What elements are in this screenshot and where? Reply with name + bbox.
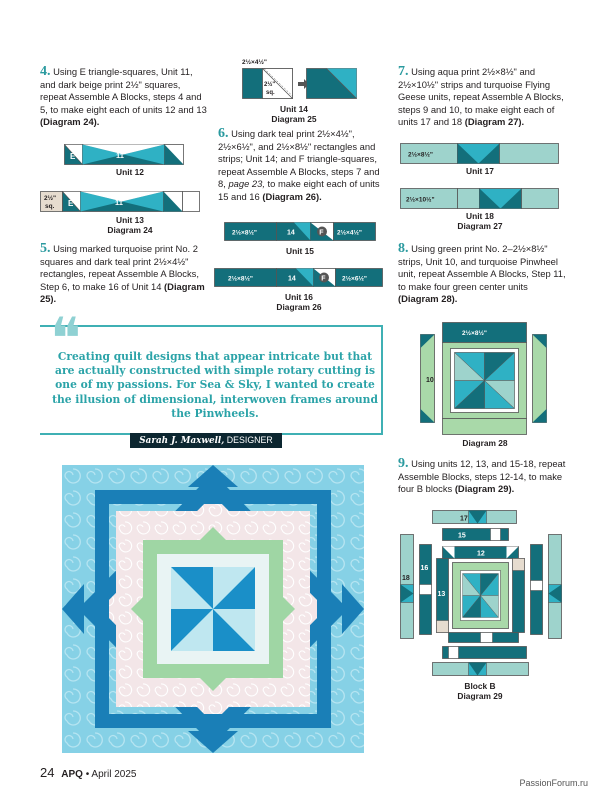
caption-block-b: Block B Diagram 29 <box>457 681 503 701</box>
step-9: 9. Using units 12, 13, and 15-18, repeat Assemble Blocks, steps 12-14, to make four B blocks (Diagram 29). <box>398 456 566 495</box>
step-8: 8. Using green print No. 2–2½×8½" strips, Unit 10, and turquoise Pinwheel unit, repeat Assemble A Blocks, Step 11, to make four green center units (Diagram 28). <box>398 241 566 305</box>
svg-text:F: F <box>319 229 324 237</box>
svg-text:13: 13 <box>437 591 446 598</box>
svg-text:11: 11 <box>115 198 123 207</box>
quilt-photo <box>62 465 364 753</box>
pull-quote: Creating quilt designs that appear intricate but that are actually constructed with simple rotary cutting is one of my passions. For Sea & Sky, I wanted to create the illusion of dimensional, interwoven frames around the Pinwheels. <box>52 350 378 420</box>
diagram-28 <box>420 322 550 437</box>
unit-17-diagram <box>400 143 560 165</box>
diagram-25 <box>224 56 364 104</box>
svg-text:2½×8½": 2½×8½" <box>232 229 257 237</box>
svg-text:sq.: sq. <box>266 90 275 96</box>
svg-text:2½×6½": 2½×6½" <box>342 275 367 283</box>
unit-16-diagram <box>214 268 384 290</box>
watermark-site: PassionForum.ru <box>519 778 588 788</box>
svg-text:10: 10 <box>426 377 434 384</box>
svg-text:12: 12 <box>477 550 485 558</box>
caption-unit-12: Unit 12 <box>116 167 144 177</box>
label-e: E <box>70 152 76 161</box>
svg-text:14: 14 <box>287 229 295 237</box>
step-6: 6. Using dark teal print 2½×4½", 2½×6½", and 2½×8½" rectangles and strips; Unit 14; and F triangle-squares, repeat Assemble A Blocks, steps 7 and 8, page 23, to make eight each of units 15 and 16 (Diagram 26). <box>218 126 380 202</box>
svg-text:F: F <box>321 275 326 283</box>
caption-unit-17: Unit 17 <box>466 166 494 176</box>
svg-text:2½×8½": 2½×8½" <box>228 275 253 283</box>
svg-text:2½×10½": 2½×10½" <box>406 196 435 204</box>
svg-text:18: 18 <box>402 575 410 582</box>
svg-text:2½×8½": 2½×8½" <box>462 330 487 337</box>
svg-text:15: 15 <box>458 532 466 540</box>
magazine-name: APQ <box>61 769 83 780</box>
svg-text:sq.: sq. <box>45 203 55 210</box>
svg-text:2½×4½": 2½×4½" <box>337 229 362 237</box>
page-footer <box>40 765 136 780</box>
svg-text:2½": 2½" <box>44 195 57 202</box>
svg-text:16: 16 <box>420 565 429 572</box>
caption-unit-13: Unit 13 Diagram 24 <box>107 215 153 235</box>
label-11: 11 <box>116 151 124 160</box>
svg-text:14: 14 <box>288 275 296 283</box>
svg-text:2½×4½": 2½×4½" <box>242 59 267 66</box>
quote-mark-icon: ❝ <box>50 307 82 372</box>
issue-date: • April 2025 <box>85 769 137 780</box>
caption-unit-16: Unit 16 Diagram 26 <box>276 292 322 312</box>
caption-diagram-28: Diagram 28 <box>462 438 508 448</box>
page-number: 24 <box>40 765 55 780</box>
caption-unit-18: Unit 18 Diagram 27 <box>457 211 503 231</box>
unit-15-diagram <box>224 222 376 244</box>
unit-13-diagram <box>40 190 200 214</box>
step-7: 7. Using aqua print 2½×8½" and 2½×10½" strips and turquoise Flying Geese units, repeat Assemble A Blocks, steps 9 and 10, to make eight each of units 17 and 18 (Diagram 27). <box>398 64 564 128</box>
svg-text:2½×8½": 2½×8½" <box>408 151 433 159</box>
svg-text:E: E <box>68 199 74 208</box>
diagram-29 <box>398 508 564 680</box>
caption-unit-14: Unit 14 Diagram 25 <box>271 104 317 124</box>
unit-12-diagram <box>64 144 204 166</box>
step-5: 5. Using marked turquoise print No. 2 squares and dark teal print 2½×4½" rectangles, repeat Assemble A Blocks, Step 6, to make 16 of Unit 14 (Diagram 25). <box>40 241 205 305</box>
caption-unit-15: Unit 15 <box>286 246 314 256</box>
step-4: 4. Using E triangle-squares, Unit 11, and dark beige print 2½" squares, repeat Assemble A Blocks, steps 4 and 5, to make eight each of units 12 and 13 (Diagram 24). <box>40 64 207 128</box>
unit-18-diagram <box>400 188 560 210</box>
designer-credit: Sarah J. Maxwell, DESIGNER <box>130 433 282 448</box>
svg-text:17: 17 <box>460 515 468 523</box>
svg-text:2½": 2½" <box>264 82 276 88</box>
